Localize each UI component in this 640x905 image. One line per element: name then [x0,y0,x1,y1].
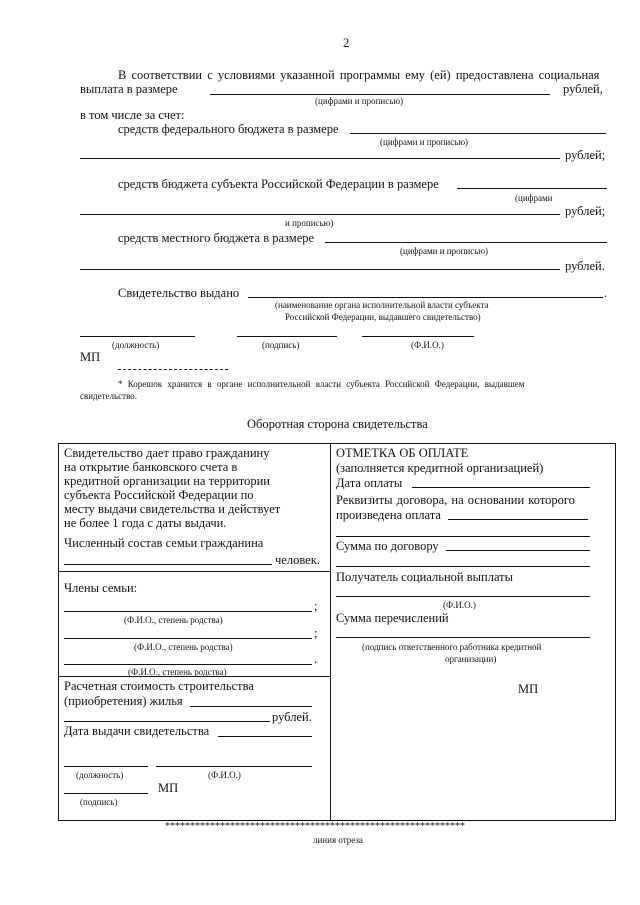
family-count-label: Численный состав семьи гражданина [64,536,264,550]
left-stamp-place: МП [158,781,179,795]
member-hint-1: (Ф.И.О., степень родства) [124,615,223,625]
signature-field[interactable] [237,336,337,337]
left-separator [58,571,330,572]
contract-sum-field[interactable] [446,550,590,551]
payment-amount-field[interactable] [210,94,550,95]
stamp-place: МП [80,350,101,364]
member-field-3[interactable] [64,664,312,665]
bank-signature-hint-1: (подпись ответственного работника кредитной [362,642,542,652]
left-text-5: месту выдачи свидетельства и действует [64,502,281,516]
cost-field-1[interactable] [190,706,312,707]
left-text-3: кредитной организации на территории [64,474,270,488]
federal-budget-label: средств федерального бюджета в размере [118,122,339,136]
contract-details-field[interactable] [448,519,588,520]
member-semicolon-2: ; [314,626,318,640]
contract-details-label-1: Реквизиты договора, на основании которого [336,493,575,507]
left-text-1: Свидетельство дает право гражданину [64,446,270,460]
transferred-sum-field[interactable] [336,637,590,638]
subject-amount-field-2[interactable] [80,214,560,215]
hint-digits: (цифрами [515,193,553,203]
payment-date-field[interactable] [412,487,590,488]
rubles-label: рублей, [563,82,603,96]
contract-sum-field-2[interactable] [336,566,590,567]
issued-by-label: Свидетельство выдано [118,286,240,300]
rubles-label-3: рублей; [565,204,606,218]
footnote-line-1: * Корешок хранится в органе исполнительной власти субъекта Российской Федерации, выдавшем [118,379,525,389]
hint-digits-words-2: (цифрами и прописью) [380,137,469,147]
cut-line-stars: ************************************************************ [165,821,465,832]
sig-position-hint: (должность) [112,340,160,350]
family-count-field[interactable] [64,564,272,565]
left-signature-hint: (подпись) [80,797,118,807]
persons-label: человек. [275,553,320,567]
contract-sum-label: Сумма по договору [336,539,439,553]
back-side-title: Оборотная сторона свидетельства [247,417,428,431]
left-text-4: субъекта Российской Федерации по [64,488,254,502]
left-separator-2 [58,676,330,677]
issued-by-dot: . [604,286,608,300]
member-field-2[interactable] [64,638,312,639]
position-field[interactable] [80,336,195,337]
cost-label-1: Расчетная стоимость строительства [64,679,254,693]
payment-mark-heading: ОТМЕТКА ОБ ОПЛАТЕ [336,446,469,460]
hint-digits-words: (цифрами и прописью) [315,96,404,106]
contract-details-field-2[interactable] [336,536,590,537]
member-dot-3: . [314,652,318,666]
federal-amount-field-2[interactable] [80,158,560,159]
left-signature-field[interactable] [64,793,148,794]
local-amount-field-2[interactable] [80,269,560,270]
including-label: в том числе за счет: [80,108,185,122]
local-amount-field[interactable] [325,242,607,243]
table-divider [330,443,331,820]
subject-budget-label: средств бюджета субъекта Российской Федерации в размере [118,177,439,191]
rubles-label-2: рублей; [565,148,606,162]
family-members-label: Члены семьи: [64,581,138,595]
hint-digits-words-3: (цифрами и прописью) [400,246,489,256]
hint-org-1: (наименование органа исполнительной власти субъекта [275,300,489,310]
hint-and-words: и прописью) [285,218,334,228]
left-position-field[interactable] [64,766,148,767]
member-hint-3: (Ф.И.О., степень родства) [128,667,227,677]
rubles-label-4: рублей. [565,259,605,273]
recipient-label: Получатель социальной выплаты [336,570,514,584]
page-number: 2 [343,36,350,50]
issue-date-field[interactable] [218,736,312,737]
member-field-1[interactable] [64,611,312,612]
cost-rubles-label: рублей. [272,710,312,724]
filled-by-bank: (заполняется кредитной организацией) [336,461,544,475]
subject-amount-field[interactable] [457,188,607,189]
name-field[interactable] [362,336,474,337]
local-budget-label: средств местного бюджета в размере [118,231,315,245]
sig-signature-hint: (подпись) [262,340,300,350]
cut-line-label: линия отреза [313,835,363,845]
recipient-fio-hint: (Ф.И.О.) [443,600,476,610]
footnote-divider [118,369,228,370]
sig-name-hint: (Ф.И.О.) [411,340,444,350]
member-semicolon-1: ; [314,599,318,613]
contract-details-label-2: произведена оплата [336,508,441,522]
recipient-field[interactable] [336,596,590,597]
left-text-6: не более 1 года с даты выдачи. [64,516,227,530]
payment-date-label: Дата оплаты [336,476,403,490]
hint-org-2: Российской Федерации, выдавшего свидетельство) [285,312,481,322]
payment-amount-label: выплата в размере [80,82,178,96]
bank-stamp-place: МП [518,682,539,696]
issue-date-label: Дата выдачи свидетельства [64,724,210,738]
paragraph-intro: В соответствии с условиями указанной программы ему (ей) предоставлена социальная [118,68,600,82]
bank-signature-hint-2: организации) [445,654,497,664]
cost-label-2: (приобретения) жилья [64,694,183,708]
issued-by-field[interactable] [248,297,603,298]
transferred-sum-label: Сумма перечислений [336,611,449,625]
cost-field-2[interactable] [64,721,270,722]
left-fio-hint: (Ф.И.О.) [208,770,241,780]
member-hint-2: (Ф.И.О., степень родства) [134,642,233,652]
left-text-2: на открытие банковского счета в [64,460,238,474]
federal-amount-field[interactable] [350,133,606,134]
left-fio-field[interactable] [156,766,312,767]
footnote-line-2: свидетельство. [80,391,138,401]
left-position-hint: (должность) [76,770,124,780]
